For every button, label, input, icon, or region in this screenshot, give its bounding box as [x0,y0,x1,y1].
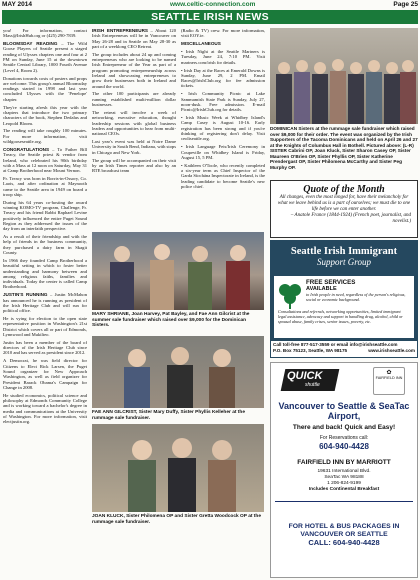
packages-footer [273,523,415,547]
services-description: to Irish people in need, regardless of the person's religious, social or economic background. [306,292,406,302]
sisters-group-figures [270,28,418,124]
col2-paragraph [92,110,176,136]
col2-paragraph [92,52,176,89]
quote-body: All changes, even the most longed for, have their melancholy for what we leave behind us is a part of ourselves; we must die to one life before we can enter another. [277,195,411,212]
fairfield-logo-icon: ✿ [386,370,392,376]
col3-text: (Radio & TV) crew. For more information, visit EOY.ie. [181,28,265,39]
col1-paragraph [3,76,87,102]
photo-group-four-women [92,232,264,310]
page-header [0,0,420,9]
col3-paragraph [181,144,265,160]
photo-caption-4: DOMINICAN Sisters at the rummage sale fundraiser which raised over $9,000 for their order. The event was organized by the Irish Supporters of the Tacoma Dominicans and held on April 26 and 27 at the Knights of Columbus Hall in Bothell. Pictured above: (L-R) SISTER Cabrini OP, Joan Kluck, Sister Sharon Casey OP, Sister Maureen O'Brien OP, Sister Phyllis OP, Sister Katherine Prendergast OP, Sister Philomena McCarthy and Sister Peg Murphy OP. [270,126,418,170]
ad-divider [275,501,413,502]
issue-date: MAY 2014 [2,1,32,8]
ad-title: Seattle Irish Immigrant [290,246,398,257]
photo-figures [92,336,264,408]
news-column-3 [181,28,265,228]
col1-text: Donations towards costs of posters and props are welcome. This group's annual Bloomsday readings started in 1998 and last year concluded Ulysses with the 'Penelope' chapter. [3,75,87,102]
col1-paragraph [3,147,87,173]
fairfield-logo [373,367,405,395]
ad-headline: Vancouver to Seattle & SeaTac Airport, [278,401,410,421]
col2-paragraph [92,139,176,155]
col2-paragraph [92,158,176,174]
hotel-name: FAIRFIELD INN BY MARRIOTT [297,459,391,466]
col3-paragraph [181,91,265,112]
shuttle-hotel-ad [270,362,418,578]
shamrock-icon [277,280,303,310]
col1-paragraph [3,316,87,337]
news-column-2 [92,28,176,228]
col1-text: – The Wild Goose Players of Seattle present a staged reading of Ulysses chapters one and four at 2 PM on Sunday, June 15 at the downtown Seattle Central Library, 1000 Fourth Avenue (Level 4, Room 2). [3,41,87,73]
sisg-phone: Call toll-free 877-517-3559 or email info@irishseattle.com [273,342,398,347]
col1-paragraph [3,41,87,73]
sisg-contact-strip [270,340,418,358]
col1-paragraph [3,340,87,356]
group-photo-figures [92,232,264,310]
col1-paragraph [3,28,87,39]
free-services-sub: AVAILABLE [306,286,337,292]
col1-paragraph [3,393,87,425]
col2-text: The group will be accompanied on their visit by an Irish Times reporter and also by an RTE broadcast team [92,157,176,174]
quote-author: – Anatole France (1844-1924) (French poet, journalist, and novelist.) [290,213,411,224]
col1-text: He is vying for election to the open state representative position in Washington's 21st District which covers all or part of Edmonds, Lynnwood and Mukilteo. [3,316,87,337]
logo-shuttle-text: shuttle [305,382,320,388]
immigrant-support-ad [270,240,418,340]
photo-figures-2 [92,424,264,512]
col1-text: Justin has been a member of the board of directors of the Irish Heritage Club since 2010 and has served as president since 2012. [3,339,87,356]
ad-subtitle: Support Group [317,257,371,267]
col1-paragraph [3,292,87,313]
col2-text: The retreat will involve a week of networking, executive education, thought leadership sessions with global business leaders and opportunities to hear from multi-national CEOs. [92,109,176,137]
col1-text: A Democrat, he was field director for Citizens to Elect Rick Larsen, the Puget Sound organizer for New Approach Washington, as well as field organizer for President Barack Obama's Campaign for Change in 2008. [3,358,87,390]
col1-paragraph [3,200,87,232]
packages-phone[interactable]: CALL: 604-940-4428 [308,538,380,547]
col3-text: • Irish Language Feis/Irish Ceremony in Coupeville on Whidbey Island is Friday, August 15, 5 PM. [181,144,265,160]
fairfield-logo-text: FAIRFIELD INN [375,376,403,380]
section-banner: SEATTLE IRISH NEWS [2,10,418,24]
col1-text: The reading will take roughly 100 minutes. For more information, visit wildgooseseattle.org. [3,128,87,145]
col1-paragraph [3,105,87,126]
website-url[interactable]: www.celtic-connection.com [170,1,256,8]
col3-paragraph [181,68,265,89]
hotel-phone: 1 206-824-9199 [327,481,361,486]
col1-text: In 1966 they founded Camp Brotherhood a beautiful setting in which to foster better understanding and harmony between and among religious faiths, families and individuals. Today the center is called Camp Brotherhood. [3,257,87,290]
reservations-label: For Reservations call: [319,435,369,441]
col3-paragraph [181,41,265,46]
col1-text: you! For information, contact Mass@IrishHub.org or (425) 290-7839. [3,28,87,39]
col1-text: During his 64 years co-hosting the award winning KOMO-TV program, Challenge, Fr. Treacy and his friend Rabbi Raphael Levine positively influenced the entire Puget Sound Region as they addressed the issues of the day from an interfaith perspective. [3,199,87,232]
col1-subhead: JUSTIN'S RUNNING [3,292,48,298]
col3-paragraph [181,163,265,189]
col3-subhead: MISCELLANEOUS [181,41,221,47]
col1-paragraph [3,258,87,290]
photo-caption-2: FAE ANN GILCRIST, Sister Mary Duffy, Sister Phyllis Kelleher at the rummage sale fundraiser. [92,410,246,421]
sisg-website[interactable]: www.irishseattle.com [368,348,415,353]
col1-text: Fr. Treacy was born in Borris-in-Ossory, Co. Laois, and after ordination at Maynooth came to the Seattle area in 1949 on board a troop ship. [3,175,87,197]
col1-paragraph [3,358,87,390]
free-services-title: FREE SERVICES [306,279,356,286]
col1-text: – To Father Bill Treacy, the Seattle priest & vendor from Ireland, who celebrated his 90th birthday with a Mass at 12 noon on Saturday, May 31 at Camp Brotherhood near Mount Vernon. [3,146,87,174]
photo-caption-3: JOAN KLUCK, Sister Philomena OP and Sister Gretta Woodcock OP at the rummage sale fundraiser. [92,514,261,525]
col1-text: They're starting afresh this year with the chapters that introduce the two primary characters of the book, Stephen Dedalus and Leopold Bloom. [3,104,87,126]
logo-quick-text: QUICK [287,370,323,382]
col2-subhead: IRISH ENTREPRENEURS [92,28,148,33]
col2-text: The other 100 participants are already running established multi-million dollar businesses. [92,91,176,108]
col1-paragraph [3,234,87,255]
services-list: Consultations and referrals, networking opportunities, limited immigrant legal assistance, advocacy and support in handling drug, alcohol, child or spousal abuse, family crises, senior issues, poverty, etc. [278,309,403,324]
col3-paragraph [181,28,265,39]
col3-paragraph [181,115,265,141]
quote-of-the-month-box [270,180,418,238]
col1-text: He studied economics, political science and philosophy at Edmonds Community College and is working toward a bachelor's degree in media and communications at the University of Washington. For more information, visit electjustin.org. [3,392,87,425]
col2-paragraph [92,28,176,49]
packages-line2: VANCOUVER OR SEATTLE [300,531,388,538]
ad-subheadline: There and back! Quick and Easy! [292,424,396,431]
col1-subhead: BLOOMSDAY READING [3,41,58,47]
col3-text: • Kathleen O'Toole, who recently completed a six-year term as Chief Inspector of the Garda Síochána Inspectorate in Ireland, is the leading candidate to become Seattle's new police chief. [181,162,265,189]
hotel-address-line1: 19631 International Blvd. [317,469,371,474]
photo-dominican-sisters [270,28,418,124]
news-column-1 [3,28,87,576]
quote-title: Quote of the Month [303,184,385,195]
sisg-address: P.O. Box 75123, Seattle, WA 98175 [273,348,348,353]
col2-text: – About 120 Irish Entrepreneurs will be in Vancouver on May 26-28 and in Seattle on May 28-30 as part of a weeklong CEO Retreat. [92,28,176,49]
hotel-address-line2: SeaTac WA 98188 [324,475,364,480]
col2-text: The group includes about 24 up and coming entrepreneurs who are looking to be named Irish Entrepreneur of the Year as part of a program promoting entrepreneurship across Ireland and showcasing entrepreneurs to grow their businesses both in Ireland and around the world. [92,51,176,89]
col3-text: • Irish Music Week at Whidbey Island's Camp Casey is August 10-16. Early registration has been strong and if you're thinking of registering don't delay. Visit ceoliseattle.org. [181,115,265,142]
hotel-note: Includes Continental Breakfast [308,487,380,492]
col3-text: • Irish Day at the Races at Emerald Downs is Sunday, June 29, 2 PM. Email Races@IrishClub.org for fee admission tickets. [181,67,265,89]
photo-three-women [92,336,264,408]
col1-subhead: CONGRATULATIONS [3,146,50,152]
photo-caption-1: MARY SHRIANE, Joan Harvey, Pat Bayley, and Fae Ann Gilcrist at the summer sale fundraiser which raised over $9,000 for the Dominican Sisters. [92,312,250,329]
page-number: Page 25 [393,1,418,8]
col3-text: • Irish Night at the Seattle Mariners is Tuesday, June 24, 7:10 PM. Visit mariners.com/irish for details. [181,49,265,65]
hotel-address [273,469,415,493]
photo-three-people [92,424,264,512]
col2-text: Last year's event was held at Notre Dame University in South Bend, Indiana, with stops in Chicago and New York. [92,139,176,155]
col1-paragraph [3,176,87,197]
packages-line1: FOR HOTEL & BUS PACKAGES IN [288,523,400,530]
col1-text: As a result of their friendship and with the help of friends in the business community, they purchased a dairy farm in Skagit County. [3,234,87,256]
col1-text: – Justin McMahon has announced he is running as president of the Irish Heritage Club and will run for political office. [3,292,87,314]
col3-paragraph [181,49,265,65]
col3-text: • Irish Community Picnic at Lake Sammamish State Park is Sunday, July 27, noon-dusk. Free admission. E-mail Picnic@IrishClub.org for details. [181,91,265,113]
reservations-phone[interactable]: 604-940-4428 [319,442,369,451]
col2-paragraph [92,91,176,107]
col1-paragraph [3,128,87,144]
